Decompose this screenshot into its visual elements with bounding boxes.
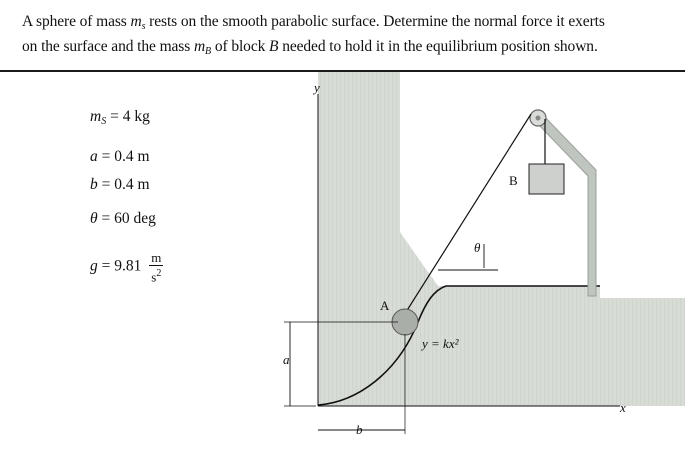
given-eq: = [101,176,111,193]
mass-symbol: m [193,38,206,55]
block-label: B [509,173,518,188]
given-var: m [90,108,102,125]
given-value: 9.81 [114,257,142,275]
given-b [90,176,150,194]
pulley-hub [536,116,541,121]
problem-text: A sphere of mass [22,13,131,30]
unit-den-base: s [151,269,157,285]
given-value: 0.4 m [114,148,150,165]
given-value: 60 deg [114,210,156,227]
given-g [90,250,163,284]
problem-figure [268,72,685,469]
given-eq: = [101,148,111,165]
problem-line-2 [22,38,598,57]
problem-text: rests on the smooth parabolic surface. Determine the normal force it exerts [145,13,605,30]
given-theta [90,210,156,228]
mass-subscript: B [205,46,212,57]
unit-numerator: m [151,250,162,265]
theta-label: θ [474,240,481,255]
given-eq: = [101,257,111,275]
parabolic-ground [318,72,685,406]
given-eq: = [110,108,119,125]
mass-subscript: s [141,21,146,32]
block-symbol: B [269,38,279,55]
given-var: a [90,148,98,165]
given-value: 0.4 m [114,176,150,193]
curve-equation: y = kx² [422,336,459,351]
y-axis-label: y [314,80,320,95]
a-dim-label: a [283,352,290,367]
problem-statement [0,0,685,72]
given-a [90,148,150,166]
given-subscript: S [101,116,107,127]
point-label: A [380,298,390,313]
mass-symbol: m [130,13,142,30]
unit-fraction [149,250,163,284]
figure-svg [268,72,685,469]
problem-text: of block [211,38,270,55]
given-ms [90,108,150,127]
problem-text: needed to hold it in the equilibrium position shown. [278,38,598,55]
unit-den-exponent: 2 [156,268,162,279]
given-var: b [90,176,98,193]
given-var: θ [90,210,98,227]
given-eq: = [101,210,111,227]
problem-text: on the surface and the mass [22,38,194,55]
given-values-panel [0,72,268,469]
given-value: 4 kg [122,108,150,125]
block-b [529,164,564,194]
x-axis-label: x [620,400,626,415]
unit-denominator [149,266,163,284]
problem-line-1 [22,13,605,32]
b-dim-label: b [356,422,363,437]
given-var: g [90,257,98,275]
